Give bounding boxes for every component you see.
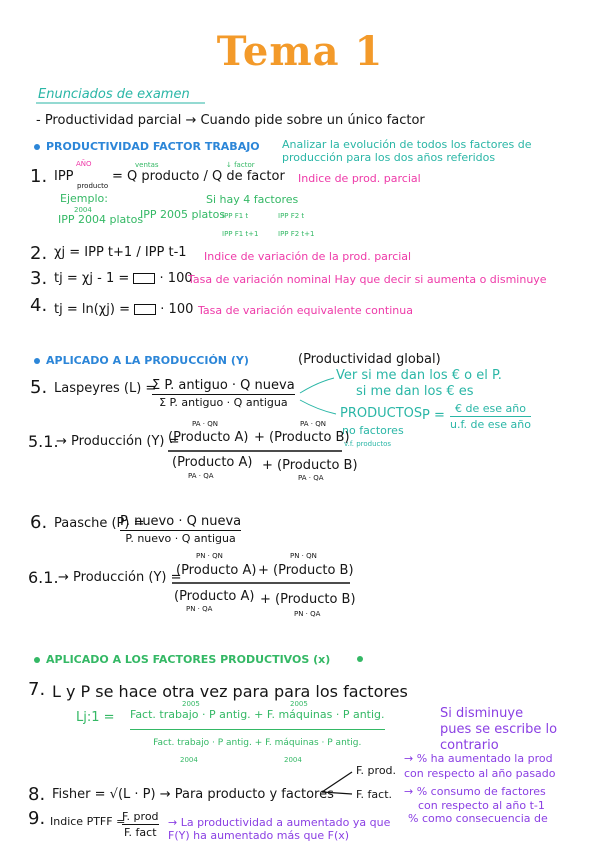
item51-num-a: (Producto A) (168, 430, 249, 445)
item6-fraction: P. nuevo · Q nueva P. nuevo · Q antigua (120, 514, 242, 545)
right-note-5: % como consecuencia de (408, 812, 548, 825)
ejemplo-ipp-2005: IPP 2005 platos (140, 208, 226, 221)
item1-ventas: ventas (135, 161, 159, 169)
item5-no-factores: no factores (342, 424, 404, 437)
ejemplo-ipp-2004: IPP 2004 platos (58, 213, 144, 226)
item51-top-b: PA · QN (300, 420, 326, 428)
item51-top-a: PA · QN (192, 420, 218, 428)
item1-number: 1. (30, 166, 48, 187)
item61-den-b: + (Producto B) (260, 592, 356, 607)
ejemplo-year-a: 2004 (74, 206, 92, 214)
factor-f2-t1: IPP F2 t+1 (278, 230, 315, 238)
ejemplo-label: Ejemplo: (60, 192, 108, 205)
item7-year-top-b: 2005 (290, 700, 308, 708)
item8-branch-b: F. fact. (356, 788, 393, 801)
right-note-4: con respecto al año t-1 (418, 799, 545, 812)
right-note-3: → % consumo de factores (404, 785, 546, 798)
side-note-1: Si disminuye (440, 706, 524, 721)
item2-label: Indice de variación de la prod. parcial (204, 250, 412, 263)
intro-line: - Productividad parcial → Cuando pide sobre un único factor (36, 113, 425, 128)
section1-heading: PRODUCTIVIDAD FACTOR TRABAJO (34, 140, 260, 153)
item51-number: 5.1. (28, 432, 59, 451)
factor-f1-t: IPP F1 t (222, 212, 249, 220)
item5-productos: PRODUCTOS (340, 406, 423, 421)
item5-name: Laspeyres (L) = (54, 381, 157, 396)
item61-top-b: PN · QN (290, 552, 317, 560)
item51-arrow: → Producción (Y) = (56, 434, 180, 449)
item1-label: Indice de prod. parcial (298, 172, 421, 185)
item1-factor: ↓ factor (226, 161, 255, 169)
right-note-2: con respecto al año pasado (404, 767, 556, 780)
factor-f2-t: IPP F2 t (278, 212, 305, 220)
page-title: Tema 1 (216, 28, 384, 75)
right-note-1: → % ha aumentado la prod (404, 752, 553, 765)
item9-note: → La productividad a aumentado ya que F(Y) ha aumentado más que F(x) (168, 816, 391, 842)
item61-arrow: → Producción (Y) = (58, 570, 182, 585)
item61-den-a: (Producto A) (174, 589, 255, 604)
item4-number: 4. (30, 295, 48, 316)
item7-number: 7. (28, 679, 46, 700)
item6-name: Paasche (P) = (54, 516, 145, 531)
side-note-3: contrario (440, 738, 499, 753)
si-hay-4-factores: Si hay 4 factores (206, 193, 299, 206)
section1-note: Analizar la evolución de todos los factores de producción para los dos años referidos (282, 138, 532, 164)
item9-text: Indice PTFF = (50, 815, 126, 828)
item51-den-a: (Producto A) (172, 455, 253, 470)
item5-fraction: Σ P. antiguo · Q nueva Σ P. antiguo · Q antigua (152, 378, 295, 409)
item5-note2: si me dan los € es (356, 384, 474, 399)
item4-label: Tasa de variación equivalente continua (198, 304, 413, 317)
item1-ipp: IPP (54, 169, 74, 184)
item61-bot-b: PN · QA (294, 610, 321, 618)
item8-number: 8. (28, 784, 46, 805)
item7-lhs: Lj:1 = (76, 710, 115, 725)
item7-year-top-a: 2005 (182, 700, 200, 708)
item5-vf-productos: v.f. productos (344, 440, 392, 448)
item6-number: 6. (30, 512, 48, 533)
item2-formula: χj = IPP t+1 / IPP t-1 (54, 245, 187, 260)
factor-f1-t1: IPP F1 t+1 (222, 230, 259, 238)
item5-number: 5. (30, 377, 48, 398)
item9-number: 9. (28, 808, 46, 829)
item7-year-bot-b: 2004 (284, 756, 302, 764)
item3-formula: tj = χj - 1 = · 100 (54, 271, 193, 286)
item1-formula: = Q producto / Q de factor (112, 169, 285, 184)
side-note-2: pues se escribe lo (440, 722, 558, 737)
item61-number: 6.1. (28, 568, 59, 587)
item1-year-sup: AÑO (76, 160, 92, 168)
item7-fraction: Fact. trabajo · P antig. + F. máquinas · P antig. Fact. trabajo · P antig. + F. máquinas · P antig. (130, 708, 385, 748)
item5-note1: Ver si me dan los € o el P. (336, 368, 502, 383)
item2-number: 2. (30, 243, 48, 264)
item51-num-b: + (Producto B) (254, 430, 350, 445)
item61-num-a: (Producto A) (176, 563, 257, 578)
item5-p-eq: P = (422, 408, 445, 423)
item1-sub-producto: producto (77, 182, 109, 190)
section2-heading: APLICADO A LA PRODUCCIÓN (Y) (34, 354, 249, 367)
item7-year-bot-a: 2004 (180, 756, 198, 764)
item51-bot-b: PA · QA (298, 474, 324, 482)
item61-bot-a: PN · QA (186, 605, 213, 613)
item8-branch-a: F. prod. (356, 764, 397, 777)
item51-den-b: + (Producto B) (262, 458, 358, 473)
item3-number: 3. (30, 268, 48, 289)
item9-fraction: F. prod F. fact (122, 810, 159, 839)
section3-heading: APLICADO A LOS FACTORES PRODUCTIVOS (x) (34, 653, 330, 666)
item51-bot-a: PA · QA (188, 472, 214, 480)
item3-label: Tasa de variación nominal Hay que decir si aumenta o disminuye (188, 273, 547, 286)
item5-p-fraction: € de ese año u.f. de ese año (450, 402, 531, 431)
subtitle: Enunciados de examen (38, 87, 190, 102)
item61-num-b: + (Producto B) (258, 563, 354, 578)
item7-text: L y P se hace otra vez para para los factores (52, 682, 408, 701)
item8-text: Fisher = √(L · P) → Para producto y factores (52, 787, 334, 802)
section2-note: (Productividad global) (298, 352, 441, 367)
item4-formula: tj = ln(χj) = · 100 (54, 302, 194, 317)
item61-top-a: PN · QN (196, 552, 223, 560)
